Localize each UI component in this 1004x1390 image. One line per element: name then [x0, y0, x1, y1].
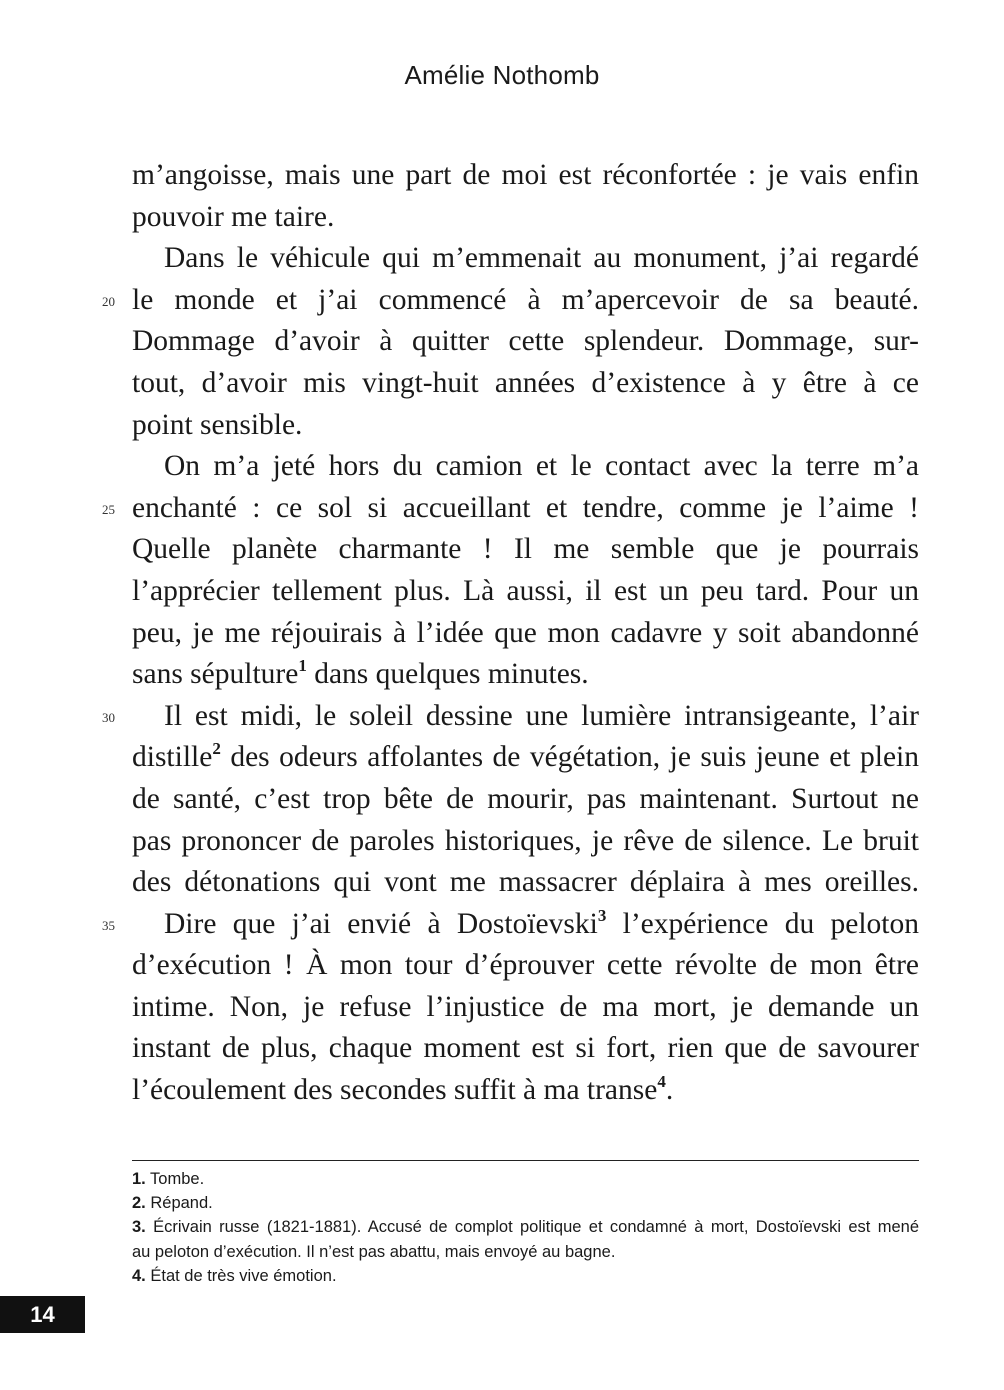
- text-line: des détonations qui vont me massacrer déplaira à mes oreilles.: [132, 866, 919, 899]
- footnote-text: Tombe.: [145, 1170, 205, 1188]
- text-segment: l’expérience du peloton: [606, 907, 919, 940]
- line-number-30: 30: [102, 710, 115, 725]
- text-line: tout, d’avoir mis vingt-huit années d’existence à y être à ce: [132, 366, 919, 399]
- text-segment: sans sépulture: [132, 658, 299, 691]
- footnote-number: 3.: [132, 1218, 146, 1237]
- text-line: instant de plus, chaque moment est si fort, rien que de savourer: [132, 1032, 919, 1065]
- text-line: point sensible.: [132, 408, 303, 441]
- text-line: enchanté : ce sol si accueillant et tendre, comme je l’aime !: [132, 491, 919, 524]
- footnote-4: [132, 1264, 919, 1288]
- footnote-number: 4.: [132, 1266, 146, 1285]
- text-line: [132, 737, 919, 779]
- line-number-20: 20: [102, 294, 115, 309]
- footnote-1: [132, 1167, 919, 1191]
- footnote-3-continued: [132, 1240, 919, 1264]
- footnote-text: État de très vive émotion.: [145, 1266, 337, 1285]
- footnote-text: au peloton d’exécution. Il n’est pas abattu, mais envoyé au bagne.: [132, 1242, 616, 1261]
- footnote-number: 2.: [132, 1194, 146, 1213]
- text-line: Dommage d’avoir à quitter cette splendeur. Dommage, sur-: [132, 325, 919, 358]
- text-line: pouvoir me taire.: [132, 200, 335, 233]
- footnote-ref-3[interactable]: 3: [597, 905, 607, 925]
- text-line: l’apprécier tellement plus. Là aussi, il est un peu tard. Pour un: [132, 574, 919, 607]
- line-number-35: 35: [102, 918, 115, 933]
- footnotes: [132, 1167, 919, 1288]
- text-line: Dans le véhicule qui m’emmenait au monument, j’ai regardé: [164, 242, 919, 275]
- text-segment: l’écoulement des secondes suffit à ma transe: [132, 1074, 658, 1107]
- text-line: Quelle planète charmante ! Il me semble que je pourrais: [132, 533, 919, 566]
- text-segment: .: [665, 1074, 674, 1107]
- text-line: [132, 904, 919, 946]
- text-segment: dans quelques minutes.: [306, 658, 589, 691]
- footnote-3: [132, 1215, 919, 1239]
- footnote-number: 1.: [132, 1170, 146, 1188]
- running-header-author: Amélie Nothomb: [404, 60, 600, 90]
- text-line: [132, 654, 919, 696]
- footnote-ref-4[interactable]: 4: [657, 1072, 666, 1092]
- line-number-25: 25: [102, 502, 115, 517]
- footnote-text: Écrivain russe (1821-1881). Accusé de complot politique et condamné à mort, Dostoïevski est mené: [145, 1218, 919, 1237]
- footnote-2: [132, 1191, 919, 1215]
- text-line: Il est midi, le soleil dessine une lumière intransigeante, l’air: [164, 699, 919, 732]
- footnote-ref-1[interactable]: 1: [298, 656, 307, 676]
- text-line: On m’a jeté hors du camion et le contact avec la terre m’a: [164, 450, 919, 483]
- footnote-ref-2[interactable]: 2: [212, 739, 221, 759]
- footnote-text: Répand.: [145, 1194, 213, 1213]
- text-line: le monde et j’ai commencé à m’apercevoir de sa beauté.: [132, 283, 919, 316]
- text-segment: Dire que j’ai envié à Dostoïevski: [164, 907, 598, 940]
- footnote-divider: [132, 1160, 919, 1161]
- text-line: d’exécution ! À mon tour d’éprouver cette révolte de mon être: [132, 949, 919, 982]
- text-segment: distille: [132, 741, 213, 774]
- text-line: de santé, c’est trop bête de mourir, pas maintenant. Surtout ne: [132, 782, 919, 815]
- text-segment: des odeurs affolantes de végétation, je suis jeune et plein: [220, 741, 919, 774]
- body-text: [132, 155, 919, 1112]
- text-line: m’angoisse, mais une part de moi est réconfortée : je vais enfin: [132, 159, 919, 191]
- text-line: peu, je me réjouirais à l’idée que mon cadavre y soit abandonné: [132, 616, 919, 649]
- text-line: [132, 1070, 919, 1112]
- text-line: intime. Non, je refuse l’injustice de ma mort, je demande un: [132, 990, 919, 1023]
- text-line: pas prononcer de paroles historiques, je rêve de silence. Le bruit: [132, 824, 919, 857]
- page-number: 14: [0, 1296, 85, 1333]
